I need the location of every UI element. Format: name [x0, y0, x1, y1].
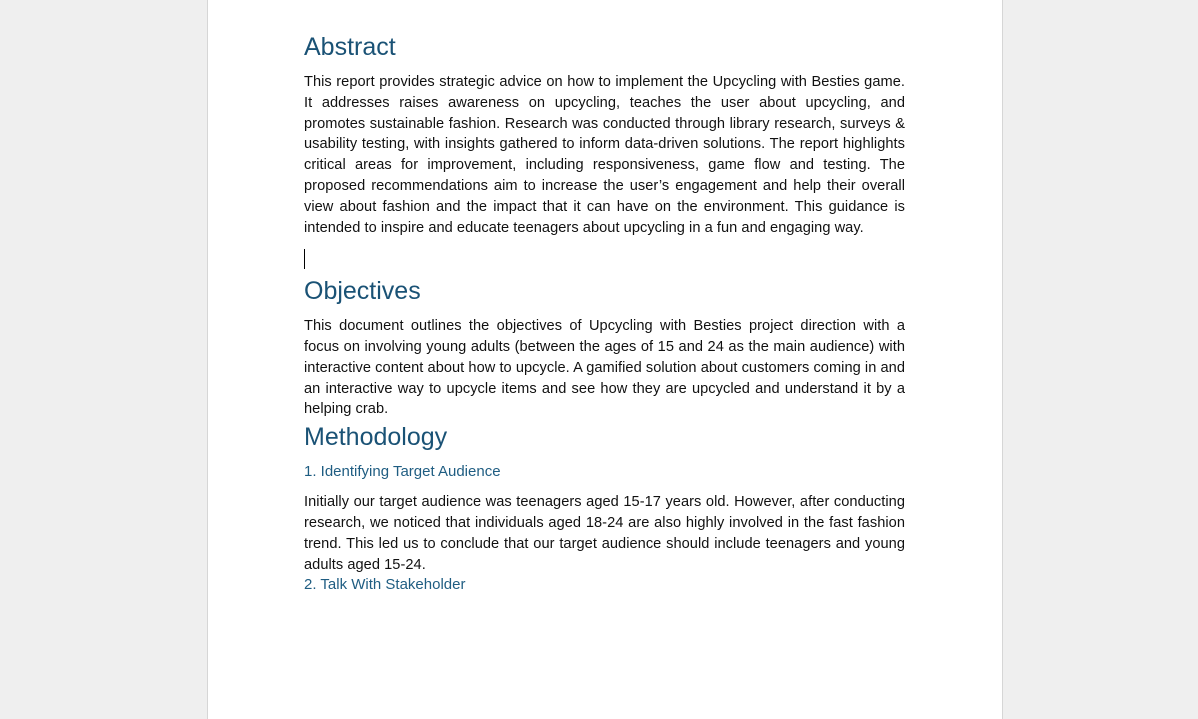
objectives-paragraph[interactable]: This document outlines the objectives of Upcycling with Besties project direction with a focus on involving young adults (between the ages of 15 and 24 as the main audience) with interactive content about how to upcycle. A gamified solution about customers coming in and an interactive way to upcycle items and see how they are upcycled and understand it by a helping crab. [304, 318, 905, 418]
abstract-paragraph[interactable]: This report provides strategic advice on how to implement the Upcycling with Besties game. It addresses raises awareness on upcycling, teaches the user about upcycling, and promotes sustainable fashion. Research was conducted through library research, surveys & usability testing, with insights gathered to inform data-driven solutions. The report highlights critical areas for improvement, including responsiveness, game flow and testing. The proposed recommendations aim to increase the user’s engagement and help their overall view about fashion and the impact that it can have on the environment. This guidance is intended to inspire and educate teenagers about upcycling in a fun and engaging way. [304, 74, 905, 236]
page-content [304, 30, 905, 605]
identifying-target-audience-subheading[interactable]: 1. Identifying Target Audience [304, 463, 501, 481]
objectives-heading[interactable]: Objectives [304, 277, 421, 306]
empty-paragraph[interactable] [304, 249, 905, 270]
target-audience-paragraph[interactable]: Initially our target audience was teenagers aged 15-17 years old. However, after conducting research, we noticed that individuals aged 18-24 are also highly involved in the fast fashion trend. This led us to conclude that our target audience should include teenagers and young adults aged 15-24. [304, 494, 905, 573]
methodology-heading[interactable]: Methodology [304, 423, 448, 452]
document-page[interactable] [207, 0, 1003, 719]
text-cursor [304, 249, 305, 269]
talk-with-stakeholder-subheading[interactable]: 2. Talk With Stakeholder [304, 576, 466, 594]
abstract-heading[interactable]: Abstract [304, 33, 396, 61]
